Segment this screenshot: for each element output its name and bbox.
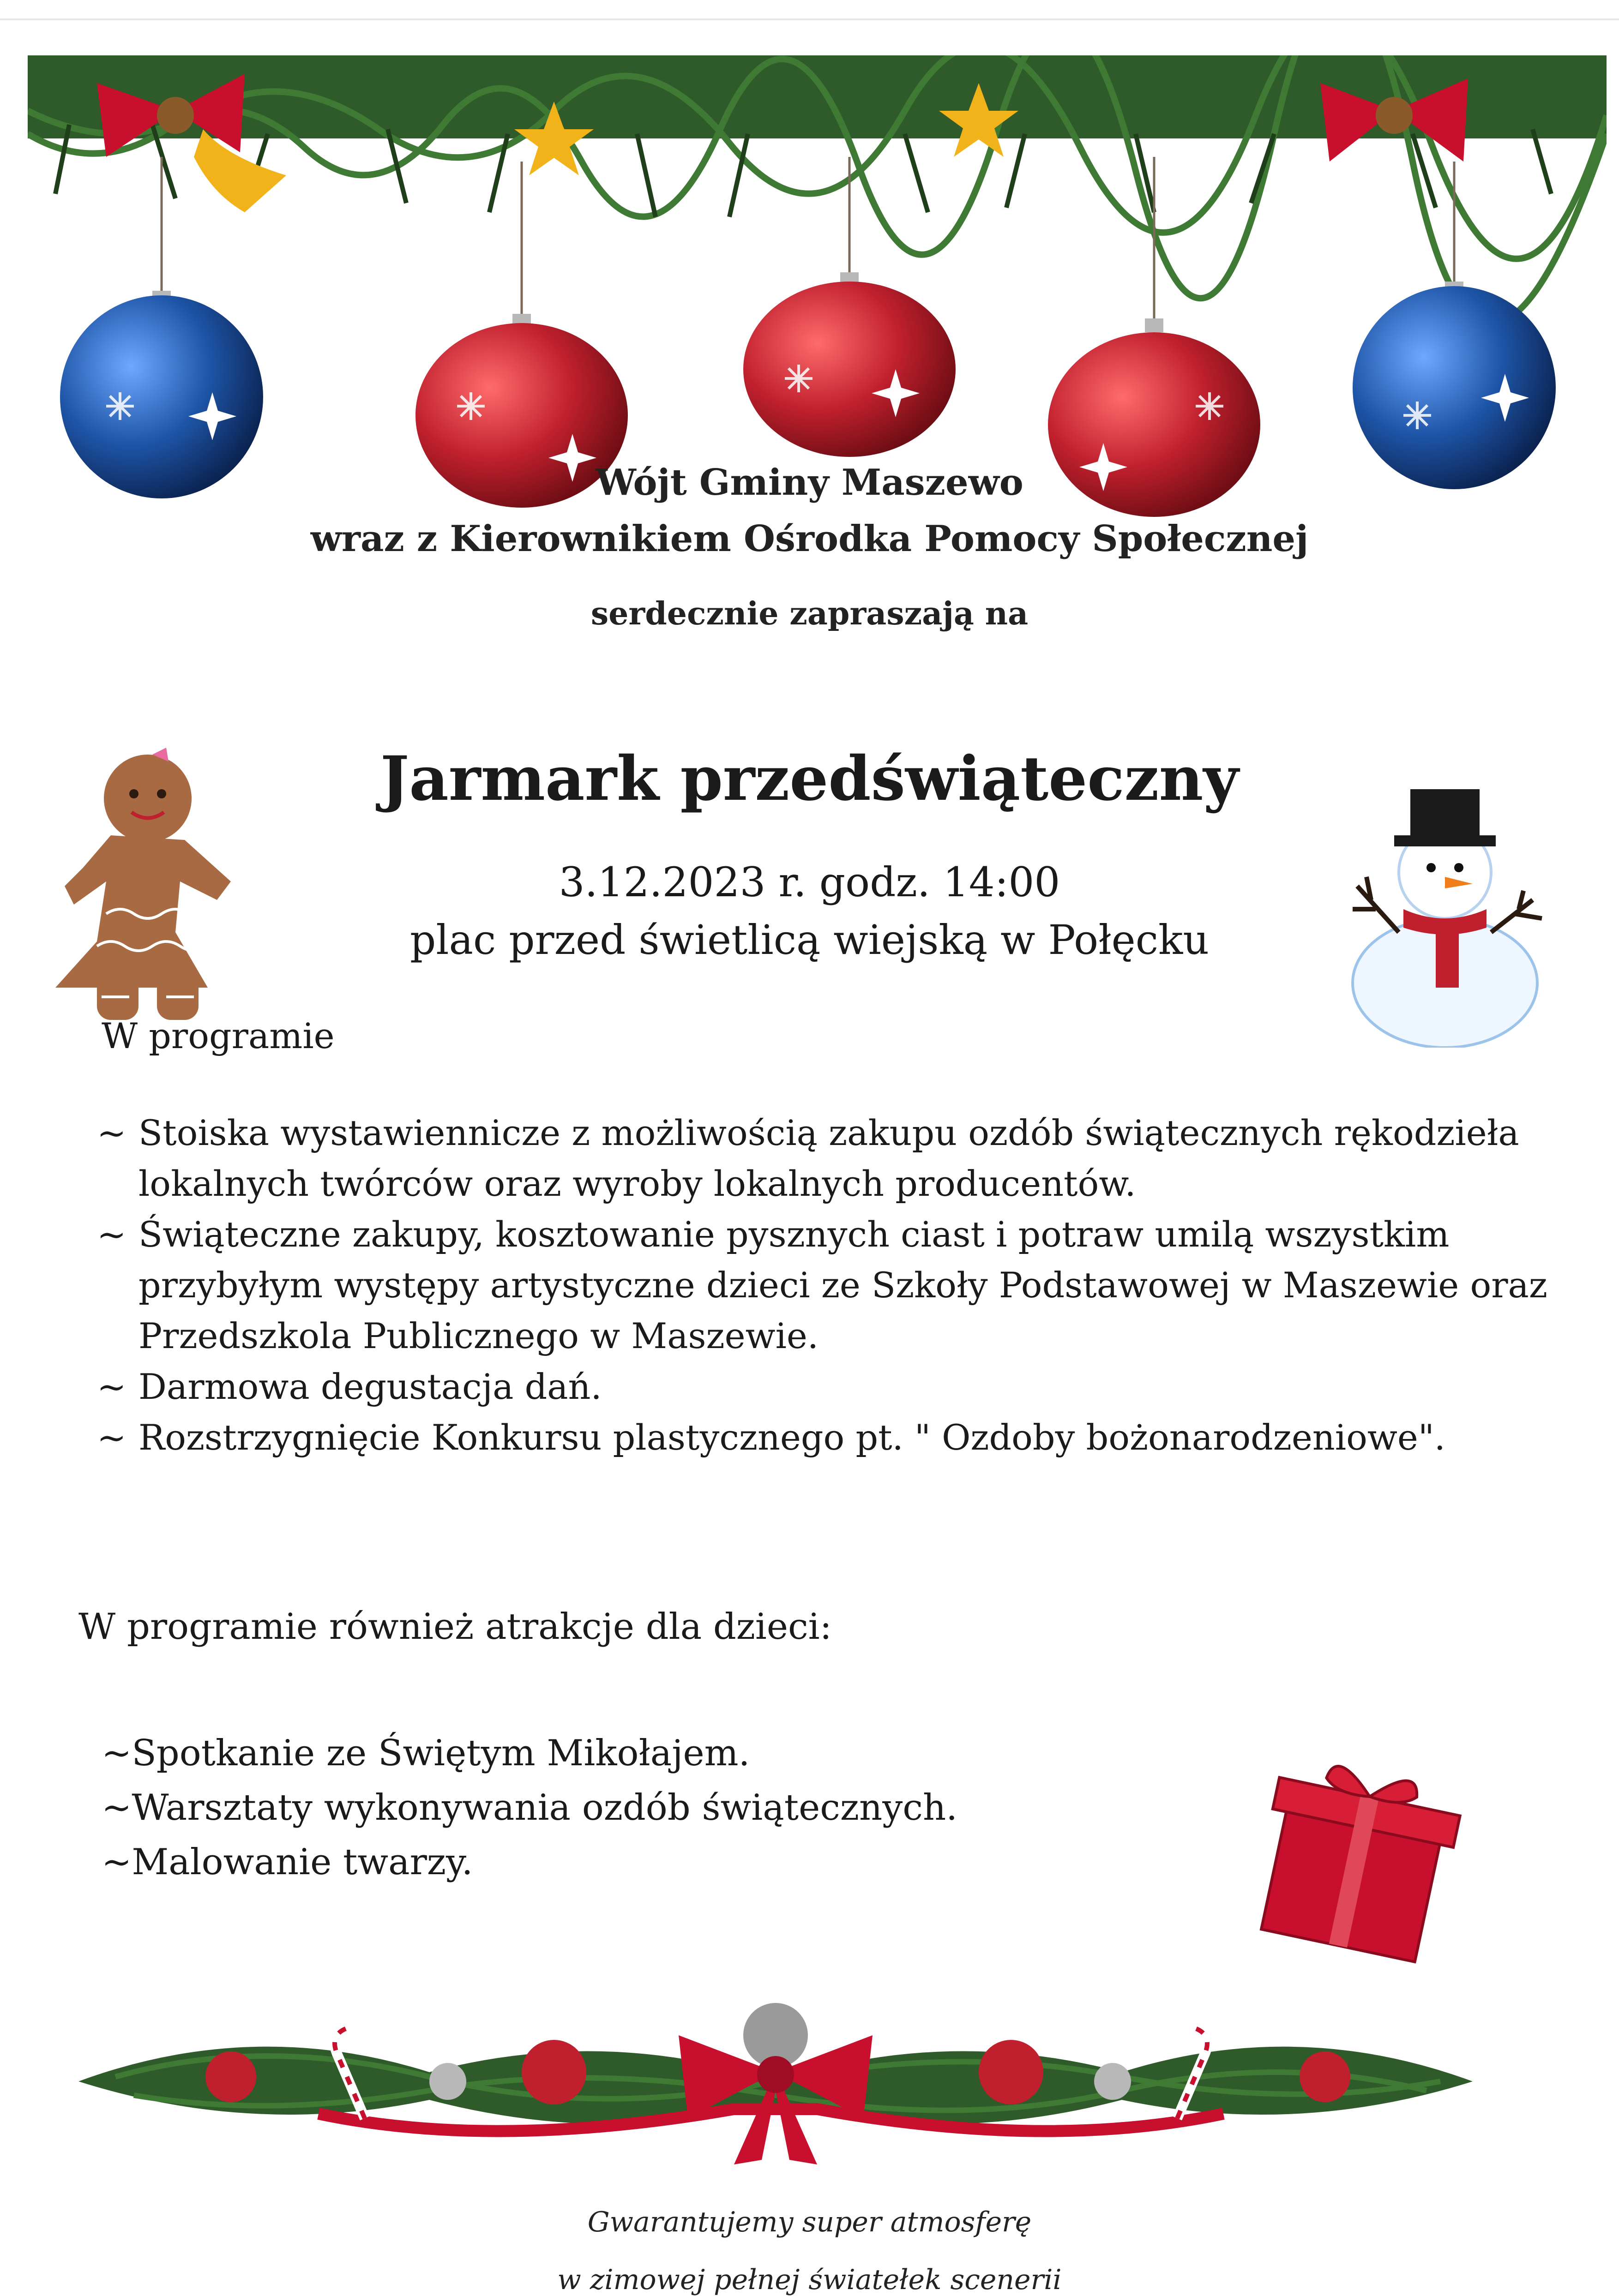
footer-line-2: w zimowej pełnej światełek scenerii [557, 2264, 1062, 2296]
event-place: plac przed świetlicą wiejską w Połęcku [410, 916, 1209, 964]
footer-line-1: Gwarantujemy super atmosferę [587, 2206, 1032, 2238]
program-item-text: Rozstrzygnięcie Konkursu plastycznego pt. " Ozdoby bożonarodzeniowe". [138, 1417, 1445, 1458]
program-list [97, 1108, 1551, 1463]
snowman-icon [1339, 780, 1551, 1048]
program-item-text: Stoiska wystawiennicze z możliwością zakupu ozdób świątecznych rękodzieła lokalnych twórców oraz wyroby lokalnych producentów. [138, 1112, 1519, 1204]
event-date: 3.12.2023 r. godz. 14:00 [559, 858, 1060, 906]
kids-program-list [102, 1726, 1210, 1889]
invitation-line-3: serdecznie zapraszają na [590, 595, 1029, 632]
program-item-text: Darmowa degustacja dań. [138, 1366, 602, 1407]
gift-icon [1246, 1744, 1468, 1966]
program-item [97, 1412, 1551, 1463]
program-item [97, 1209, 1551, 1361]
kids-program-label: W programie również atrakcje dla dzieci: [78, 1606, 832, 1648]
program-label: W programie [102, 1015, 335, 1056]
invitation-line-1: Wójt Gminy Maszewo [596, 462, 1023, 504]
bullet-tilde: ~ [97, 1112, 126, 1153]
top-border-line [0, 18, 1619, 20]
bauble-icon [1353, 286, 1556, 489]
invitation-line-2: wraz z Kierownikiem Ośrodka Pomocy Społecznej [310, 518, 1309, 560]
christmas-garland-icon [28, 55, 1607, 517]
kids-item: ~Spotkanie ze Świętym Mikołajem. [102, 1732, 750, 1774]
event-title: Jarmark przedświąteczny [380, 743, 1239, 815]
program-item [97, 1361, 1551, 1412]
kids-item: ~Warsztaty wykonywania ozdób świątecznych. [102, 1787, 958, 1828]
bottom-garland-icon [78, 1998, 1473, 2174]
program-item-text: Świąteczne zakupy, kosztowanie pysznych ciast i potraw umilą wszystkim przybyłym występy artystyczne dzieci ze Szkoły Podstawowej w Maszewie oraz Przedszkola Publicznego w Maszewie. [138, 1214, 1547, 1356]
bauble-icon [743, 282, 956, 457]
bullet-tilde: ~ [97, 1214, 126, 1255]
program-item [97, 1108, 1551, 1209]
kids-item: ~Malowanie twarzy. [102, 1841, 473, 1883]
bullet-tilde: ~ [97, 1366, 126, 1407]
bullet-tilde: ~ [97, 1417, 126, 1458]
